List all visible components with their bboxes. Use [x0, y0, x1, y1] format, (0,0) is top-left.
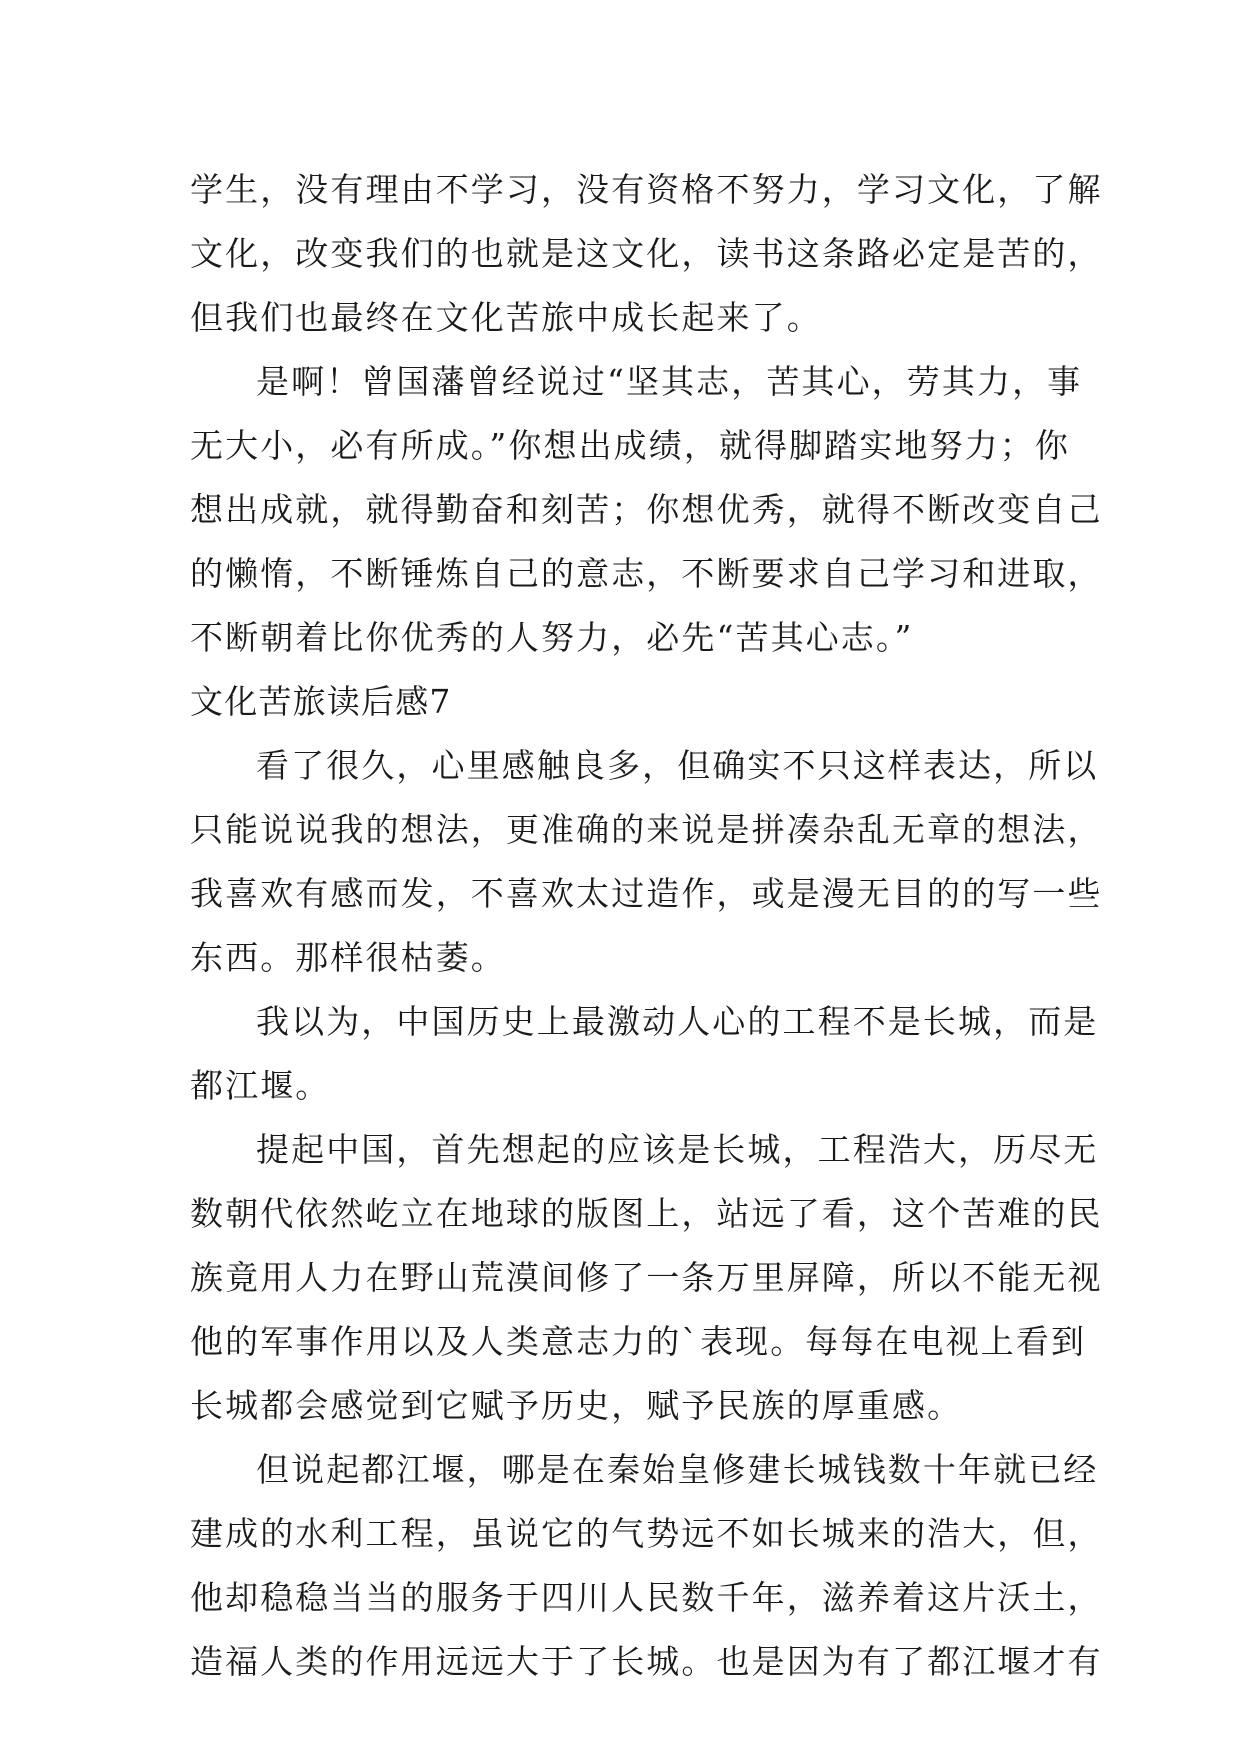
paragraph-first-line: 是啊！曾国藩曾经说过“坚其志，苦其心，劳其力，事: [256, 362, 1083, 401]
text-line: 想出成就，就得勤奋和刻苦；你想优秀，就得不断改变自己: [190, 490, 1103, 529]
text-line: 不断朝着比你优秀的人努力，必先“苦其心志。”: [190, 618, 914, 657]
paragraph-first-line: 但说起都江堰，哪是在秦始皇修建长城钱数十年就已经: [256, 1450, 1099, 1489]
text-line: 只能说说我的想法，更准确的来说是拼凑杂乱无章的想法，: [190, 810, 1103, 849]
text-line: 族竟用人力在野山荒漠间修了一条万里屏障，所以不能无视: [190, 1258, 1103, 1297]
text-line: 都江堰。: [190, 1066, 331, 1105]
document-body: [190, 158, 1103, 1694]
text-line: 的懒惰，不断锤炼自己的意志，不断要求自己学习和进取，: [190, 554, 1103, 593]
text-line: 学生，没有理由不学习，没有资格不努力，学习文化，了解: [190, 170, 1103, 209]
text-line: 长城都会感觉到它赋予历史，赋予民族的厚重感。: [190, 1386, 963, 1425]
text-line: 我喜欢有感而发，不喜欢太过造作，或是漫无目的的写一些: [190, 874, 1103, 913]
text-line: 文化，改变我们的也就是这文化，读书这条路必定是苦的，: [190, 234, 1103, 273]
text-line: 无大小，必有所成。”你想出成绩，就得脚踏实地努力；你: [190, 426, 1070, 465]
paragraph-first-line: 提起中国，首先想起的应该是长城，工程浩大，历尽无: [256, 1130, 1099, 1169]
text-line: 东西。那样很枯萎。: [190, 938, 506, 977]
text-line: 造福人类的作用远远大于了长城。也是因为有了都江堰才有: [190, 1642, 1103, 1681]
text-line: 数朝代依然屹立在地球的版图上，站远了看，这个苦难的民: [190, 1194, 1103, 1233]
paragraph-first-line: 我以为，中国历史上最激动人心的工程不是长城，而是: [256, 1002, 1099, 1041]
text-line: 但我们也最终在文化苦旅中成长起来了。: [190, 298, 822, 337]
text-line: 建成的水利工程，虽说它的气势远不如长城来的浩大，但，: [190, 1514, 1103, 1553]
section-heading: 文化苦旅读后感7: [190, 682, 452, 721]
text-line: 他却稳稳当当的服务于四川人民数千年，滋养着这片沃土，: [190, 1578, 1103, 1617]
text-line: 他的军事作用以及人类意志力的`表现。每每在电视上看到: [190, 1322, 1087, 1361]
paragraph-first-line: 看了很久，心里感触良多，但确实不只这样表达，所以: [256, 746, 1099, 785]
